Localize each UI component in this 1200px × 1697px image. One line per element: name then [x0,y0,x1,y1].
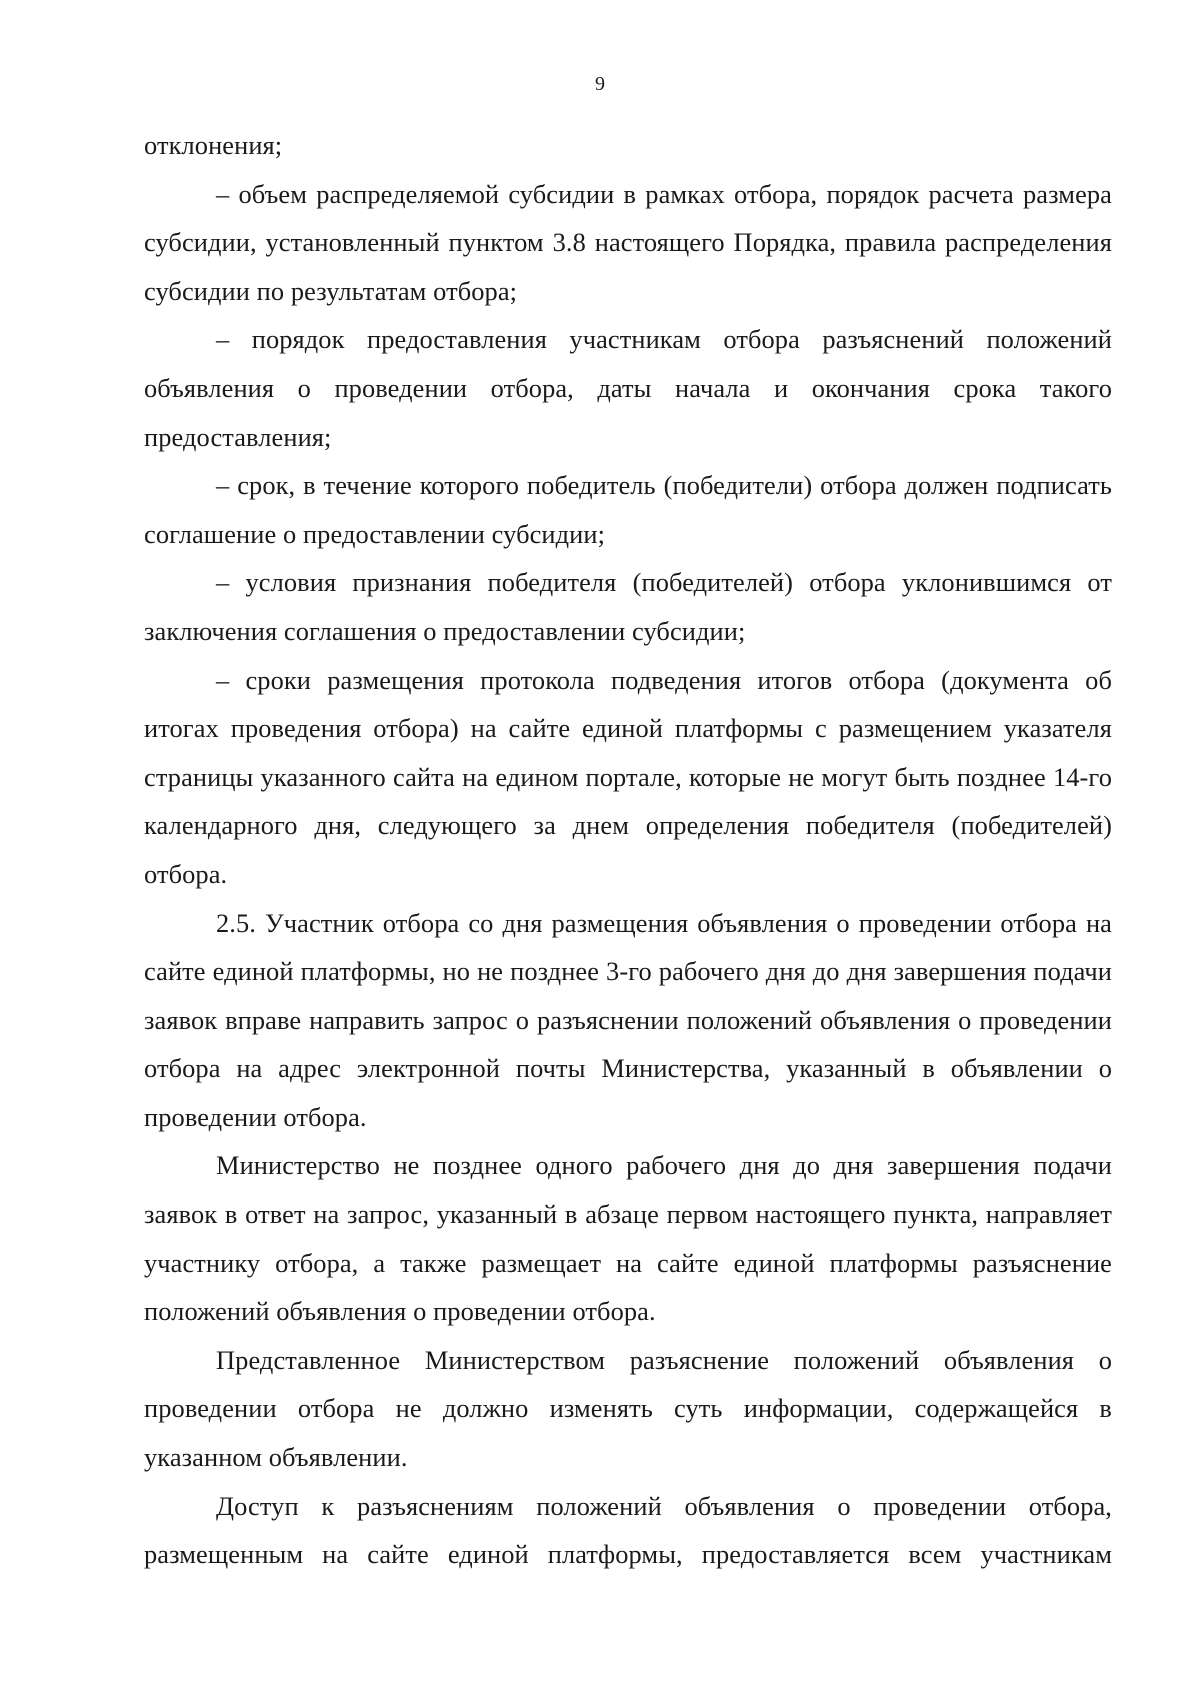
page-number: 9 [595,73,605,95]
paragraph-clarification-access: Доступ к разъяснениям положений объявления о проведении отбора, размещенным на сайте единой платформы, предоставляется всем участникам [144,1490,1112,1570]
document-body [144,121,1112,1579]
list-item-signing-deadline: – срок, в течение которого победитель (победители) отбора должен подписать соглашение о предоставлении субсидии; [144,470,1112,549]
list-item-evasion-conditions: – условия признания победителя (победителей) отбора уклонившимся от заключения соглашения о предоставлении субсидии; [144,567,1112,646]
list-item-subsidy-volume: – объем распределяемой субсидии в рамках отбора, порядок расчета размера субсидии, установленный пунктом 3.8 настоящего Порядка, правила распределения субсидии по результатам отбора; [144,178,1112,306]
list-item-protocol-deadlines: – сроки размещения протокола подведения итогов отбора (документа об итогах проведения отбора) на сайте единой платформы с размещением указателя страницы указанного сайта на едином портале, которые не могут быть позднее 14-го календарного дня, следующего за днем определения победителя (победителей) отбора. [144,664,1112,889]
list-item-clarification-procedure: – порядок предоставления участникам отбора разъяснений положений объявления о проведении отбора, даты начала и окончания срока такого предоставления; [144,324,1112,452]
paragraph-clause-2-5: 2.5. Участник отбора со дня размещения объявления о проведении отбора на сайте единой платформы, но не позднее 3-го рабочего дня до дня завершения подачи заявок вправе направить запрос о разъяснении положений объявления о проведении отбора на адрес электронной почты Министерства, указанный в объявлении о проведении отбора. [144,907,1112,1132]
paragraph-ministry-response: Министерство не позднее одного рабочего дня до дня завершения подачи заявок в ответ на запрос, указанный в абзаце первом настоящего пункта, направляет участнику отбора, а также размещает на сайте единой платформы разъяснение положений объявления о проведении отбора. [144,1150,1112,1327]
paragraph-clarification-scope: Представленное Министерством разъяснение положений объявления о проведении отбора не должно изменять суть информации, содержащейся в указанном объявлении. [144,1344,1112,1473]
paragraph-continuation: отклонения; [144,130,283,160]
